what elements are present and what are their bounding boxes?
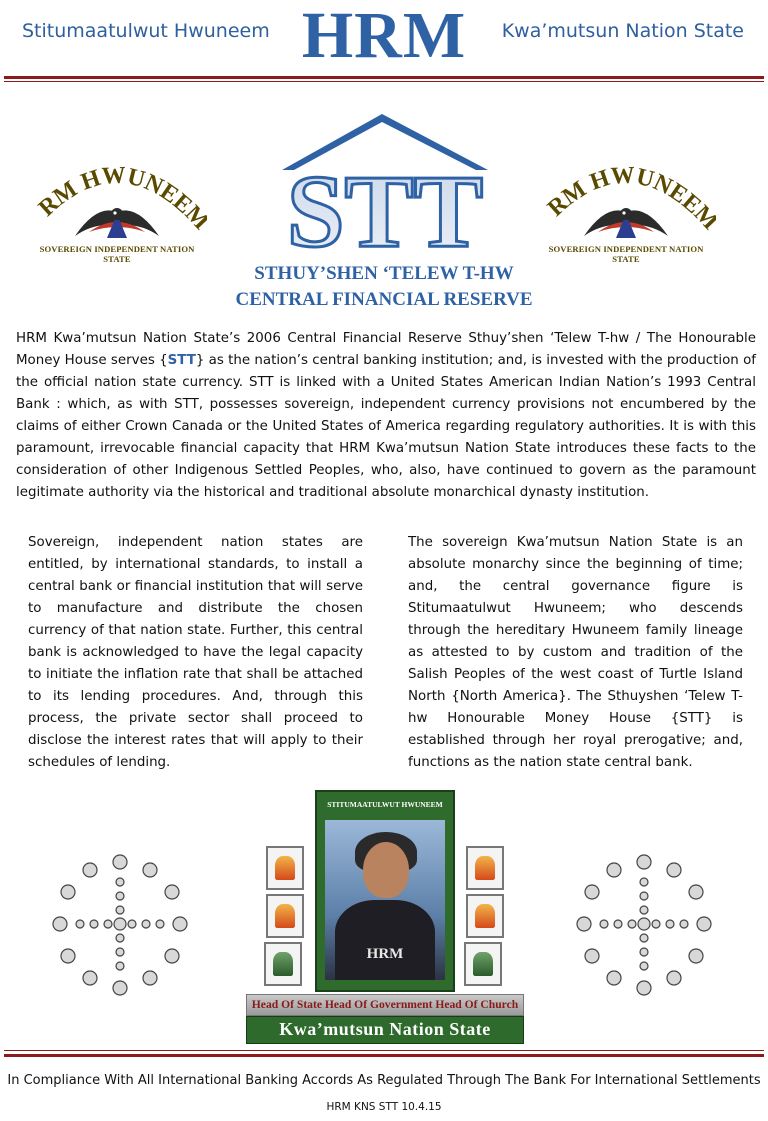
intro-text-part1: HRM Kwa’mutsun Nation State’s 2006 Central Financial Reserve Sthuy’shen ‘Telew T-hw / The Honourable Money House serves { [16,331,756,368]
compliance-statement: In Compliance With All International Banking Accords As Regulated Through The Bank For International Settlements [7,1073,761,1088]
hwuneem-emblem-left [27,152,207,262]
stt-logo-text: STT [286,154,484,258]
header-right-text: Kwa’mutsun Nation State [501,20,744,42]
emblem-arc-text: RM HWUNEE [33,162,197,222]
thunderbird-icon [584,208,668,238]
stone-medicine-wheel-left [50,852,190,998]
intro-paragraph [16,328,756,504]
hwuneem-emblem-right [536,152,716,262]
thunderbird-panel-left-bottom [264,942,302,986]
portrait-photo [325,820,445,980]
document-code: HRM KNS STT 10.4.15 [326,1101,442,1113]
header-divider [4,76,764,79]
portrait-figure-body [335,900,435,980]
head-of-state-portrait [315,790,455,992]
footer-divider-thin [4,1050,764,1051]
emblem-sub-text: SOVEREIGN INDEPENDENT NATION STATE [548,244,704,264]
phoenix-panel-left-middle [266,894,304,938]
thunderbird-icon [75,208,159,238]
footer-divider [4,1054,764,1057]
stone-medicine-wheel-right [574,852,714,998]
phoenix-icon [475,856,495,880]
nation-bar-label: Kwa’mutsun Nation State [279,1019,491,1039]
portrait-figure-face [363,842,409,898]
right-column-paragraph: The sovereign Kwa’mutsun Nation State is an absolute monarchy since the beginning of time; and, the central governance figure is Stitumaatulwut Hwuneem; who descends through the hereditary Hwuneem family lineage as attested to by custom and tradition of the Salish Peoples of the west coast of Turtle Island North {North America}. The Sthuyshen ‘Telew T-hw Honourable Money House {STT} is established through her royal prerogative; and, functions as the nation state central bank. [408,535,743,770]
thunderbird-icon [473,952,493,976]
stone-circle-icon [53,855,187,995]
emblem-arc-svg [536,152,716,244]
emblem-sub-text: SOVEREIGN INDEPENDENT NATION STATE [39,244,195,264]
stt-logo [270,108,500,258]
plinth-label: Head Of State Head Of Government Head Of Church [251,998,519,1011]
phoenix-panel-right-middle [466,894,504,938]
hummingbird-icon [275,904,295,928]
emblem-arc-text: RM HWUNEE [542,162,706,222]
thunderbird-panel-right-bottom [464,942,502,986]
reserve-title-line1: STHUY’SHEN ‘TELEW T-HW [254,263,514,284]
hrm-logo: HRM [301,0,467,72]
left-column-paragraph: Sovereign, independent nation states are entitled, by international standards, to install a central bank or financial institution that will serve to manufacture and distribute the chosen currency of that nation state. Further, this central bank is acknowledged to have the legal capacity to initiate the inflation rate that shall be attached to its lending procedures. And, through this process, the private sector shall proceed to disclose the interest rates that will apply to their schedules of lending. [28,535,363,770]
portrait-caption: STITUMAATULWUT HWUNEEM [327,800,443,809]
emblem-arc-svg [27,152,207,244]
thunderbird-icon [273,952,293,976]
intro-text-part2: } as the nation’s central banking institution; and, is invested with the production of the official nation state currency. STT is linked with a United States American Indian Nation’s 1993 Central Bank : which, as with STT, possesses sovereign, independent currency provisions not encumbered by the claims of either Crown Canada or the United States of America regarding regulatory authorities. It is with this paramount, irrevocable financial capacity that HRM Kwa’mutsun Nation State introduces these facts to the consideration of other Indigenous Settled Peoples, who, also, have continued to govern as the paramount legitimate authority via the historical and traditional absolute monarchical dynasty institution. [16,353,756,500]
phoenix-panel-left-top [266,846,304,890]
hummingbird-icon [475,904,495,928]
stone-circle-icon [577,855,711,995]
reserve-title-line2: CENTRAL FINANCIAL RESERVE [235,289,533,310]
header-divider-thin [4,81,764,82]
portrait-hrm-mark: HRM [366,946,404,962]
phoenix-icon [275,856,295,880]
phoenix-panel-right-top [466,846,504,890]
header-left-text: Stitumaatulwut Hwuneem [22,20,270,42]
intro-stt-highlight: STT [167,353,196,368]
